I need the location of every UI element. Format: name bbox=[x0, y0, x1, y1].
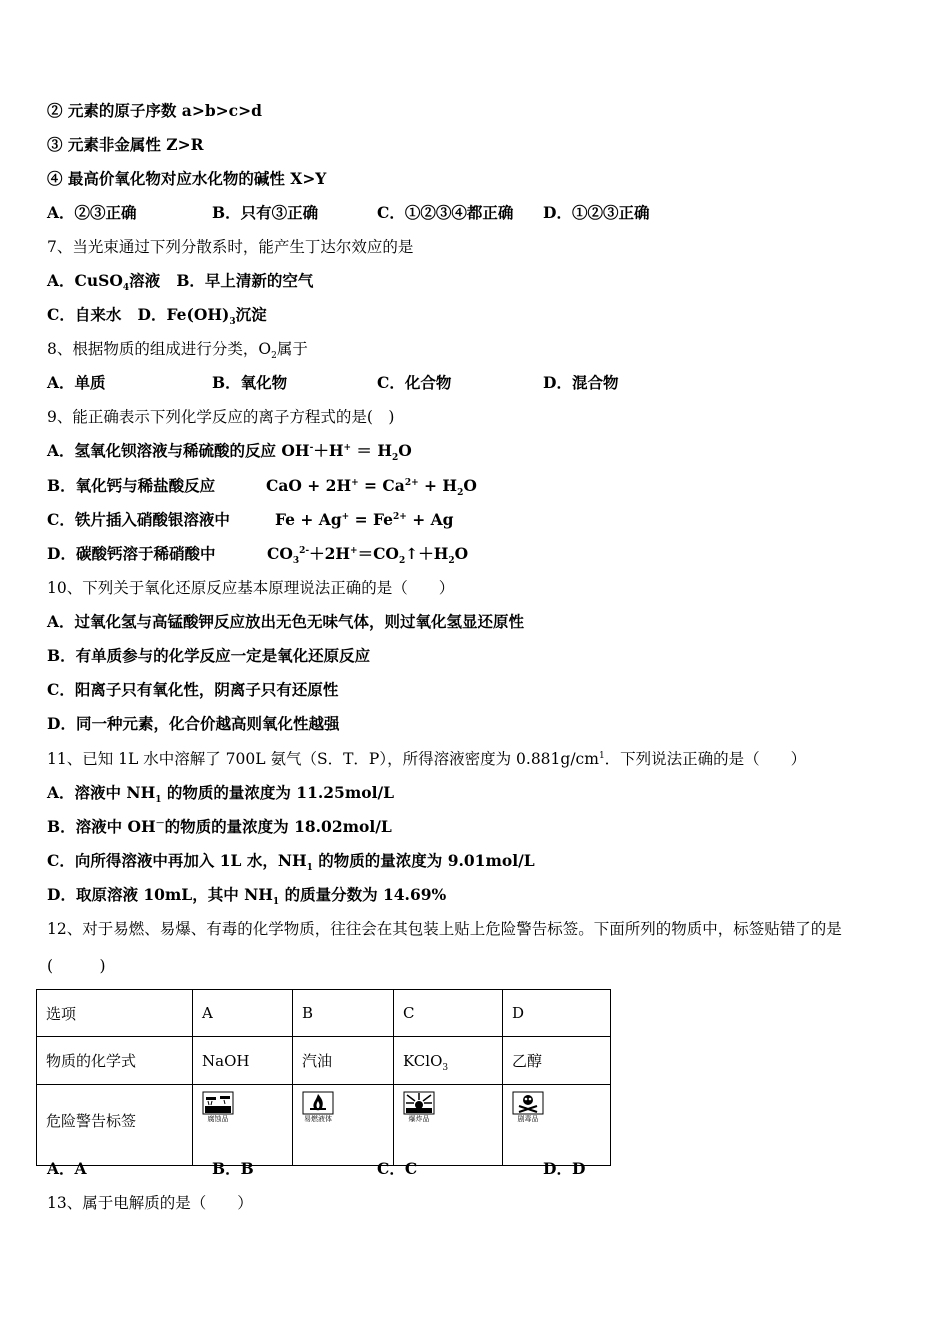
table-cell: C bbox=[394, 990, 503, 1037]
table-cell bbox=[193, 1085, 293, 1166]
q8-option-d: D．混合物 bbox=[543, 373, 619, 392]
toxic-skull-icon: 剧毒品 bbox=[512, 1091, 544, 1123]
q12-option-a: A．A bbox=[47, 1159, 87, 1178]
q6-option-d: D．①②③正确 bbox=[543, 203, 650, 222]
q6-option-b: B．只有③正确 bbox=[212, 203, 319, 222]
q6-item-4: ④ 最高价氧化物对应水化物的碱性 X>Y bbox=[47, 169, 327, 188]
q12-option-b: B．B bbox=[212, 1159, 254, 1178]
q8-option-b: B．氧化物 bbox=[212, 373, 288, 392]
q7-stem: 7、当光束通过下列分散系时，能产生丁达尔效应的是 bbox=[47, 238, 414, 256]
explosive-icon: 爆炸品 bbox=[403, 1091, 435, 1123]
q12-option-d: D．D bbox=[543, 1159, 586, 1178]
table-row bbox=[37, 1085, 611, 1166]
table-cell: B bbox=[293, 990, 394, 1037]
q11-option-c: C．向所得溶液中再加入 1L 水，$NH_1$ 的物质的量浓度为 9.01mol/L bbox=[47, 851, 535, 874]
row-label: 选项 bbox=[37, 990, 193, 1037]
table-cell: 乙醇 bbox=[503, 1037, 611, 1085]
table-cell: 汽油 bbox=[293, 1037, 394, 1085]
q6-option-c: C．①②③④都正确 bbox=[377, 203, 514, 222]
q8-option-c: C．化合物 bbox=[377, 373, 452, 392]
q8-option-a: A．单质 bbox=[47, 373, 106, 392]
q13-stem: 13、属于电解质的是（ ） bbox=[47, 1194, 253, 1212]
q6-item-2: ② 元素的原子序数 a>b>c>d bbox=[47, 101, 262, 120]
q6-item-3: ③ 元素非金属性 Z>R bbox=[47, 135, 204, 154]
q10-option-b: B．有单质参与的化学反应一定是氧化还原反应 bbox=[47, 646, 371, 665]
q11-option-d: D．取原溶液 10mL，其中 $NH_1$ 的质量分数为 14.69% bbox=[47, 885, 447, 908]
row-label: 危险警告标签 bbox=[37, 1085, 193, 1166]
q12-stem-paren: ( ) bbox=[47, 957, 106, 975]
table-cell: A bbox=[193, 990, 293, 1037]
q12-option-c: C．C bbox=[377, 1159, 418, 1178]
q10-option-c: C．阳离子只有氧化性，阴离子只有还原性 bbox=[47, 680, 339, 699]
hazard-label-table bbox=[36, 989, 611, 1166]
q9-option-a: A．氢氧化钡溶液与稀硫酸的反应 $OH^-+H^+ = H_2O$ bbox=[47, 441, 412, 464]
q9-stem: 9、能正确表示下列化学反应的离子方程式的是( ) bbox=[47, 408, 395, 426]
q7-option-d: D．$Fe(OH)_3$沉淀 bbox=[137, 305, 267, 328]
q10-option-a: A．过氧化氢与高锰酸钾反应放出无色无味气体，则过氧化氢显还原性 bbox=[47, 612, 525, 631]
table-row bbox=[37, 990, 611, 1037]
q7-option-b: B．早上清新的空气 bbox=[176, 271, 314, 290]
row-label: 物质的化学式 bbox=[37, 1037, 193, 1085]
table-cell: D bbox=[503, 990, 611, 1037]
table-cell bbox=[293, 1085, 394, 1166]
table-cell bbox=[394, 1085, 503, 1166]
flammable-icon: 易燃液体 bbox=[302, 1091, 334, 1123]
table-cell bbox=[503, 1085, 611, 1166]
corrosive-icon: 腐蚀品 bbox=[202, 1091, 234, 1123]
q7-option-c: C．自来水 bbox=[47, 305, 122, 324]
table-row bbox=[37, 1037, 611, 1085]
q6-option-a: A．②③正确 bbox=[47, 203, 137, 222]
q7-options-ab bbox=[47, 271, 314, 294]
q11-option-a: A．溶液中 $NH_1$ 的物质的量浓度为 11.25mol/L bbox=[47, 783, 395, 806]
q10-stem: 10、下列关于氧化还原反应基本原理说法正确的是（ ） bbox=[47, 579, 455, 597]
table-cell: NaOH bbox=[193, 1037, 293, 1085]
q7-option-a: A．CuSO$_4$溶液 bbox=[47, 271, 161, 294]
q11-option-b: B．溶液中 OH－的物质的量浓度为 18.02mol/L bbox=[47, 817, 392, 836]
q8-stem: 8、根据物质的组成进行分类，$O_2$属于 bbox=[47, 340, 308, 362]
q10-option-d: D．同一种元素，化合价越高则氧化性越强 bbox=[47, 714, 340, 733]
q11-stem: 11、已知 1L 水中溶解了 700L 氨气（S．T．P），所得溶液密度为 $0.881g/cm^1$．下列说法正确的是（ ） bbox=[47, 750, 807, 768]
q7-options-cd bbox=[47, 305, 267, 328]
table-cell: KClO$_3$ bbox=[394, 1037, 503, 1085]
q12-stem: 12、对于易燃、易爆、有毒的化学物质，往往会在其包装上贴上危险警告标签。下面所列的物质中，标签贴错了的是 bbox=[47, 920, 842, 938]
